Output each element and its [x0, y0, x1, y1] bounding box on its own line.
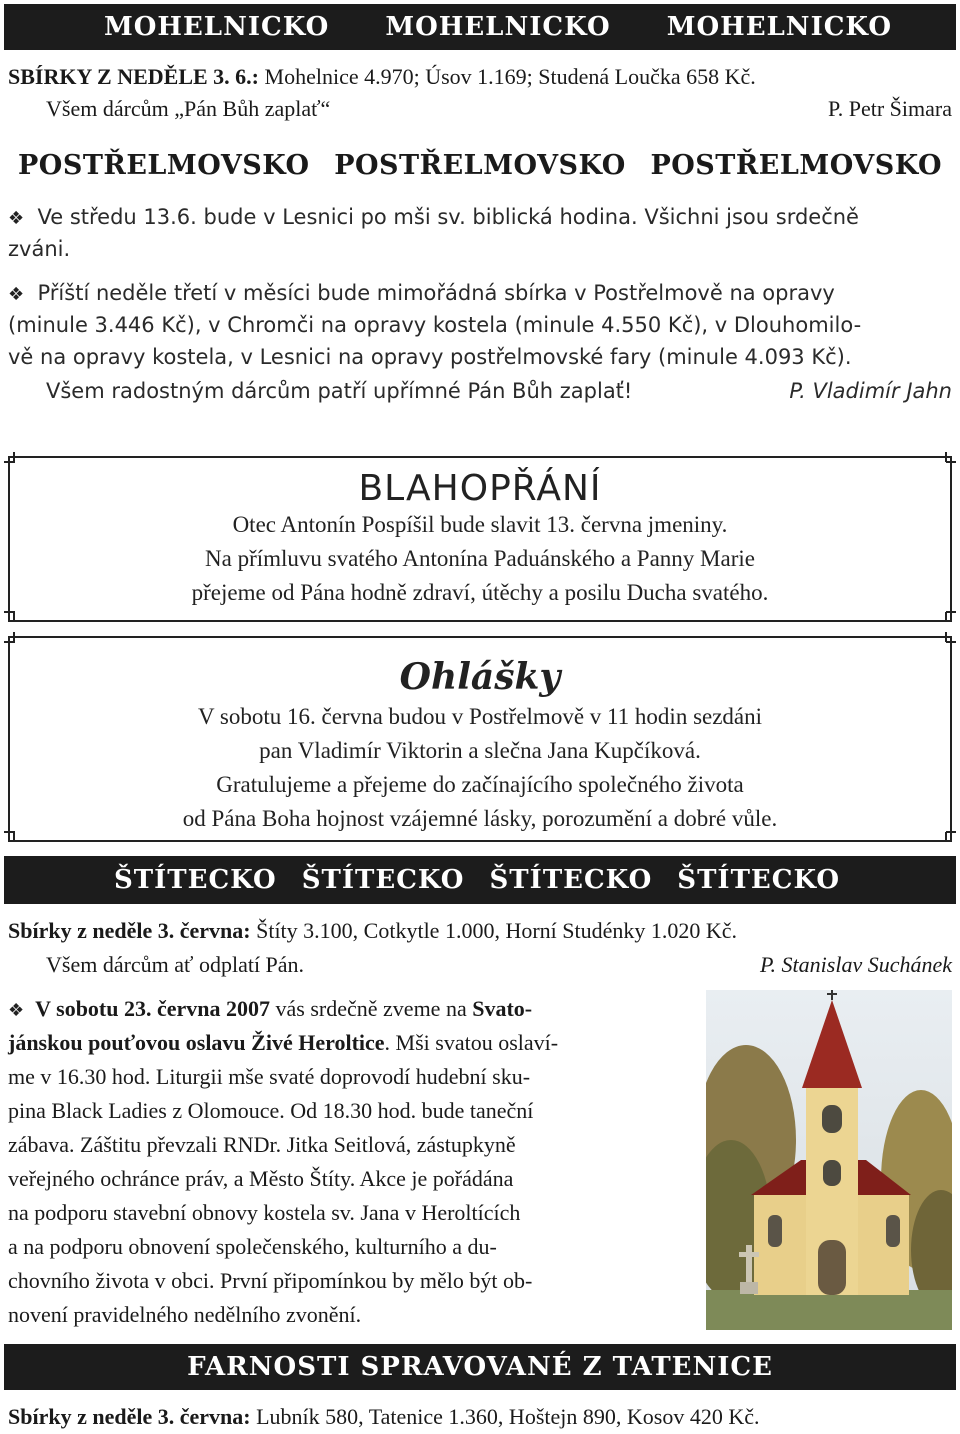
tatenice-sbirky-label: Sbírky z neděle 3. června: [8, 1404, 251, 1429]
mohelnicko-bar [4, 4, 956, 50]
tatenice-sbirky [8, 1400, 759, 1434]
postrelmovsko-item-1-text: Ve středu 13.6. bude v Lesnici po mši sv. biblická hodina. Všichni jsou srdečně [37, 205, 859, 229]
postrelmovsko-header-1: POSTŘELMOVSKO [18, 150, 310, 181]
mohelnicko-thanks: Všem dárcům „Pán Bůh zaplať“ [46, 96, 331, 121]
ohlasky-line-2: pan Vladimír Viktorin a slečna Jana Kupčíková. [259, 738, 701, 763]
mohelnicko-signature: P. Petr Šimara [827, 96, 952, 121]
ohlasky-line-1: V sobotu 16. června budou v Postřelmově v 11 hodin sezdáni [197, 704, 763, 729]
stitecko-event-line-4: pina Black Ladies z Olomouce. Od 18.30 hod. bude taneční [8, 1098, 534, 1123]
stitecko-signature: P. Stanislav Suchánek [759, 952, 952, 977]
event-name-part-2: jánskou pouťovou oslavu Živé Heroltice [8, 1030, 385, 1055]
postrelmovsko-header-3: POSTŘELMOVSKO [650, 150, 942, 181]
church-illustration-icon [706, 990, 952, 1330]
stitecko-event-line-1 [8, 992, 532, 1027]
ohlasky-line-4: od Pána Boha hojnost vzájemné lásky, porozumění a dobré vůle. [182, 806, 778, 831]
mohelnicko-bar-title-2: MOHELNICKO [385, 12, 611, 42]
stitecko-bar-title-2: ŠTÍTECKO [301, 865, 465, 895]
ohlasky-line-3: Gratulujeme a přejeme do začínajícího společného života [216, 772, 744, 797]
event-name-part-1: Svato- [472, 996, 533, 1021]
blahoprani-line-1: Otec Antonín Pospíšil bude slavit 13. června jmeniny. [232, 512, 728, 537]
postrelmovsko-item-1-line-1 [8, 200, 859, 236]
mohelnicko-bar-title-1: MOHELNICKO [104, 12, 330, 42]
postrelmovsko-item-2-text: Příští neděle třetí v měsíci bude mimořádná sbírka v Postřelmově na opravy [37, 281, 835, 305]
stitecko-thanks: Všem dárcům ať odplatí Pán. [46, 952, 305, 977]
tatenice-sbirky-text: Lubník 580, Tatenice 1.360, Hoštejn 890, Kosov 420 Kč. [250, 1404, 760, 1429]
stitecko-bar-title-3: ŠTÍTECKO [489, 865, 653, 895]
stitecko-event-line-10: novení pravidelného nedělního zvonění. [8, 1302, 362, 1327]
ohlasky-box [8, 636, 952, 842]
tatenice-bar [4, 1344, 956, 1390]
postrelmovsko-item-2-line-2: (minule 3.446 Kč), v Chromči na opravy kostela (minule 4.550 Kč), v Dlouhomilo- [8, 313, 862, 337]
stitecko-sbirky-text: Štíty 3.100, Cotkytle 1.000, Horní Studénky 1.020 Kč. [250, 918, 738, 943]
diamond-bullet-icon: ❖ [8, 1000, 25, 1020]
diamond-bullet-icon: ❖ [8, 284, 25, 305]
event-date: V sobotu 23. června 2007 [35, 996, 271, 1021]
blahoprani-title: BLAHOPŘÁNÍ [358, 468, 602, 509]
tatenice-bar-title: FARNOSTI SPRAVOVANÉ Z TATENICE [187, 1352, 773, 1382]
stitecko-event-line-6: veřejného ochránce práv, a Město Štíty. Akce je pořádána [8, 1166, 514, 1191]
mohelnicko-bar-title-3: MOHELNICKO [666, 12, 892, 42]
postrelmovsko-header-2: POSTŘELMOVSKO [334, 150, 626, 181]
postrelmovsko-thanks: Všem radostným dárcům patří upřímné Pán Bůh zaplať! [46, 379, 633, 403]
stitecko-bar-title-4: ŠTÍTECKO [677, 865, 840, 895]
stitecko-sbirky [8, 914, 737, 948]
event-text-1: vás srdečně zveme na [270, 996, 473, 1021]
stitecko-event-line-9: chovního života v obci. První připomínkou by mělo být ob- [8, 1268, 533, 1293]
event-text-2: . Mši svatou oslaví- [384, 1030, 559, 1055]
blahoprani-box [8, 456, 952, 622]
postrelmovsko-signature: P. Vladimír Jahn [789, 379, 952, 403]
diamond-bullet-icon: ❖ [8, 208, 25, 229]
postrelmovsko-item-1-line-2: zváni. [8, 237, 71, 261]
blahoprani-line-3: přejeme od Pána hodně zdraví, útěchy a posilu Ducha svatého. [191, 580, 769, 605]
blahoprani-line-2: Na přímluvu svatého Antonína Paduánského a Panny Marie [205, 546, 755, 571]
mohelnicko-sbirky-text: Mohelnice 4.970; Úsov 1.169; Studená Loučka 658 Kč. [259, 64, 756, 89]
stitecko-event-line-8: a na podporu obnovení společenského, kulturního a du- [8, 1234, 497, 1259]
stitecko-event-line-5: zábava. Záštitu převzali RNDr. Jitka Seitlová, zástupkyně [8, 1132, 516, 1157]
stitecko-event-line-7: na podporu stavební obnovy kostela sv. Jana v Heroltících [8, 1200, 521, 1225]
mohelnicko-sbirky [8, 60, 756, 94]
church-photo [706, 990, 952, 1330]
stitecko-sbirky-label: Sbírky z neděle 3. června: [8, 918, 251, 943]
stitecko-event-line-2 [8, 1026, 558, 1060]
ohlasky-title: Ohlášky [399, 656, 561, 698]
stitecko-bar-title-1: ŠTÍTECKO [114, 865, 277, 895]
mohelnicko-sbirky-label: SBÍRKY Z NEDĚLE 3. 6.: [8, 64, 260, 89]
postrelmovsko-item-2-line-1 [8, 276, 835, 312]
postrelmovsko-item-2-line-3: vě na opravy kostela, v Lesnici na opravy postřelmovské fary (minule 4.093 Kč). [8, 345, 852, 369]
stitecko-event-line-3: me v 16.30 hod. Liturgii mše svaté doprovodí hudební sku- [8, 1064, 531, 1089]
postrelmovsko-header [18, 150, 942, 181]
stitecko-bar [4, 856, 956, 904]
